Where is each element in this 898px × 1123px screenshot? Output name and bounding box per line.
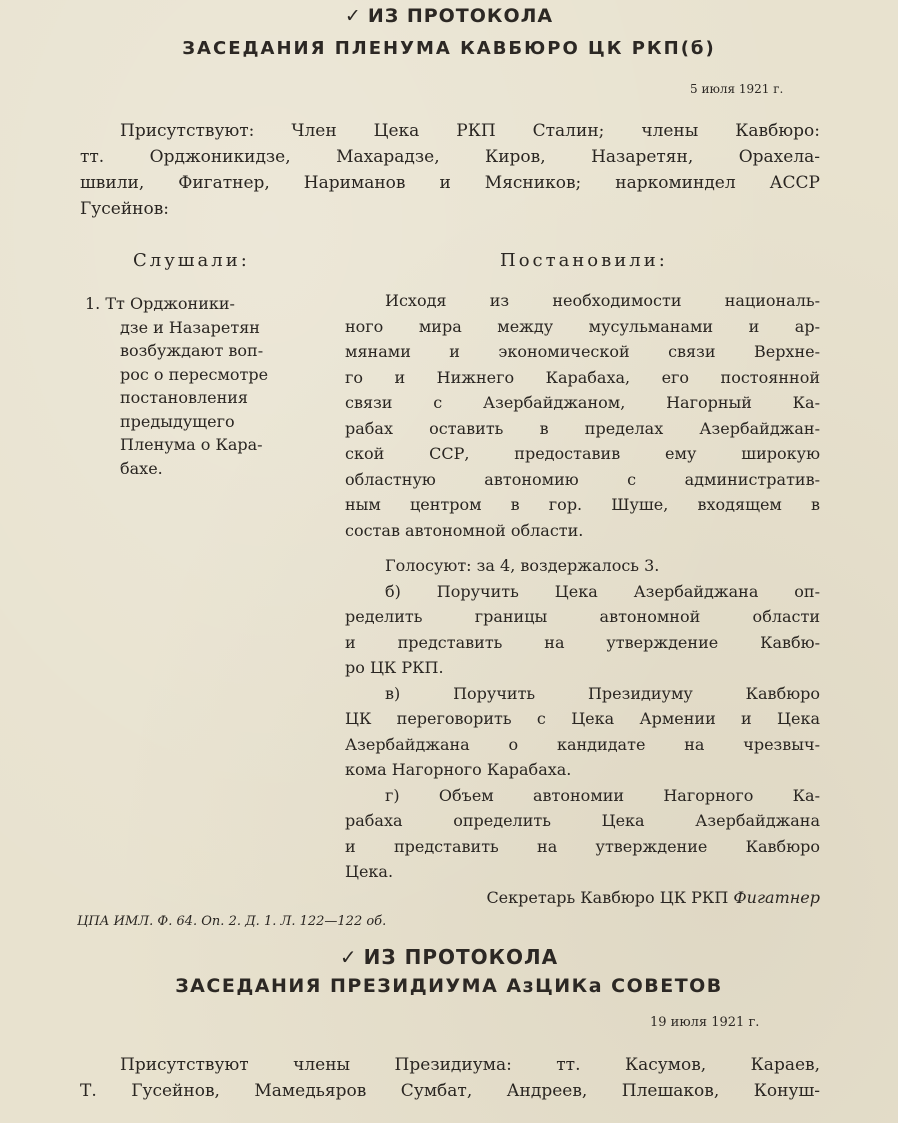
doc2-date: 19 июля 1921 г. <box>650 1015 760 1030</box>
heard-line: дзе и Назаретян <box>120 317 260 337</box>
signature-line <box>345 885 820 911</box>
resolved-line: связи с Азербайджаном, Нагорный Ка- <box>345 393 820 412</box>
resolved-line: ской ССР, предоставив ему широкую <box>345 444 820 463</box>
resolved-line: го и Нижнего Карабаха, его постоянной <box>345 367 820 387</box>
present-line: Т. Гусейнов, Мамедьяров Сумбат, Андреев, Плешаков, Конуш- <box>80 1081 820 1101</box>
present-line: Гусейнов: <box>80 199 170 219</box>
column-heading-resolved: Постановили: <box>500 250 668 271</box>
present-line: швили, Фигатнер, Нариманов и Мясников; наркоминдел АССР <box>80 173 820 193</box>
item-v-line: Азербайджана о кандидате на чрезвыч- <box>345 734 820 754</box>
resolved-line: областную автономию с административ- <box>345 469 820 489</box>
doc1-present-paragraph <box>80 118 820 222</box>
heard-line: бахе. <box>120 458 163 478</box>
doc2-heading-line1 <box>0 945 898 969</box>
checkmark-icon: ✓ <box>344 5 362 27</box>
signature-prefix: Секретарь Кавбюро ЦК РКП <box>486 887 729 907</box>
vote-result: Голосуют: за 4, воздержалось 3. <box>385 556 660 575</box>
heard-line: постановления <box>120 388 249 407</box>
item-g-line: рабаха определить Цека Азербайджана <box>345 811 820 830</box>
heard-column <box>85 292 320 480</box>
resolved-line: состав автономной области. <box>345 520 584 540</box>
item-g-line: Цека. <box>345 862 394 881</box>
item-g-line: и представить на утверждение Кавбюро <box>345 836 820 856</box>
present-line: Присутствуют члены Президиума: тт. Касумов, Караев, <box>120 1055 820 1075</box>
archive-reference: ЦПА ИМЛ. Ф. 64. Оп. 2. Д. 1. Л. 122—122 об. <box>77 914 387 929</box>
item-g-line: г) Объем автономии Нагорного Ка- <box>385 785 820 805</box>
heard-line: рос о пересмотре <box>120 364 269 384</box>
present-line: Присутствуют: Член Цека РКП Сталин; члены Кавбюро: <box>120 121 820 141</box>
present-line: тт. Орджоникидзе, Махарадзе, Киров, Назаретян, Орахела- <box>80 147 820 167</box>
heard-line: предыдущего <box>120 411 235 431</box>
signature-name: Фигатнер <box>733 887 820 907</box>
item-v-line: ЦК переговорить с Цека Армении и Цека <box>345 709 820 728</box>
heard-line: 1. Тт Орджоники- <box>85 294 235 313</box>
doc1-heading-text: ИЗ ПРОТОКОЛА <box>367 5 554 27</box>
resolved-line: рабах оставить в пределах Азербайджан- <box>345 418 820 438</box>
resolved-line: ным центром в гор. Шуше, входящем в <box>345 495 820 514</box>
resolved-line: Исходя из необходимости националь- <box>385 291 820 310</box>
resolved-line: ного мира между мусульманами и ар- <box>345 316 820 336</box>
checkmark-icon: ✓ <box>339 945 358 969</box>
item-v-line: кома Нагорного Карабаха. <box>345 760 572 779</box>
doc2-present-paragraph <box>80 1052 820 1104</box>
item-b-line: ро ЦК РКП. <box>345 658 444 677</box>
item-b-line: и представить на утверждение Кавбю- <box>345 632 820 652</box>
spacer <box>345 543 820 553</box>
doc1-date: 5 июля 1921 г. <box>690 82 784 96</box>
item-b-line: б) Поручить Цека Азербайджана оп- <box>385 581 820 601</box>
doc2-heading-line2: ЗАСЕДАНИЯ ПРЕЗИДИУМА АзЦИКа СОВЕТОВ <box>175 975 723 997</box>
item-b-line: ределить границы автономной области <box>345 607 820 626</box>
item-v-line: в) Поручить Президиуму Кавбюро <box>385 683 820 703</box>
column-heading-heard: Слушали: <box>133 250 250 271</box>
resolved-line: мянами и экономической связи Верхне- <box>345 342 820 361</box>
doc2-heading-text: ИЗ ПРОТОКОЛА <box>363 945 559 969</box>
doc1-heading-line1 <box>0 5 898 27</box>
resolved-column <box>345 288 820 910</box>
heard-line: возбуждают воп- <box>120 341 264 360</box>
heard-line: Пленума о Кара- <box>120 435 263 454</box>
doc1-heading-line2: ЗАСЕДАНИЯ ПЛЕНУМА КАВБЮРО ЦК РКП(б) <box>182 38 716 59</box>
